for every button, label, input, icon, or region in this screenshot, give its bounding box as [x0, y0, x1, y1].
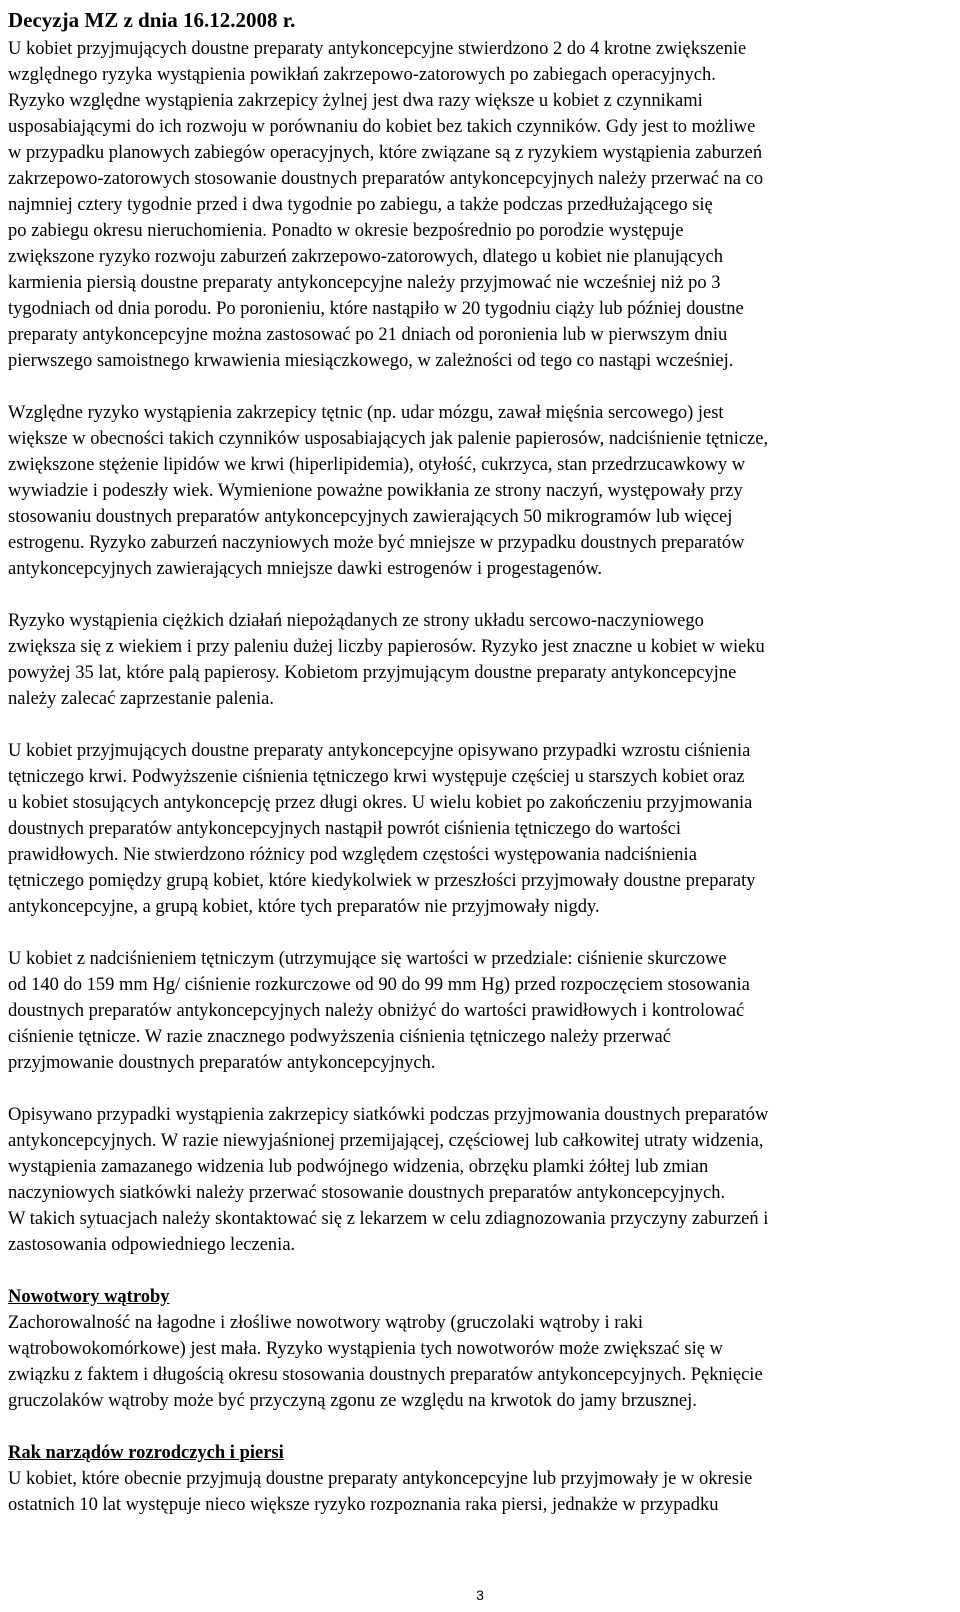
paragraph-spacer: [8, 1076, 952, 1102]
text-line: powyżej 35 lat, które palą papierosy. Kobietom przyjmującym doustne preparaty antykoncepcyjne: [8, 663, 737, 683]
text-line: gruczolaków wątroby może być przyczyną zgonu ze względu na krwotok do jamy brzusznej.: [8, 1391, 697, 1411]
text-line: zwiększone stężenie lipidów we krwi (hiperlipidemia), otyłość, cukrzyca, stan przedrzucawkowy w: [8, 455, 746, 475]
text-line: prawidłowych. Nie stwierdzono różnicy pod względem częstości występowania nadciśnienia: [8, 845, 697, 865]
text-line: U kobiet przyjmujących doustne preparaty antykoncepcyjne opisywano przypadki wzrostu ciśnienia: [8, 741, 751, 761]
text-line: względnego ryzyka wystąpienia powikłań zakrzepowo-zatorowych po zabiegach operacyjnych.: [8, 65, 716, 85]
text-line: w przypadku planowych zabiegów operacyjnych, które związane są z ryzykiem wystąpienia zaburzeń: [8, 143, 763, 163]
text-line: usposabiającymi do ich rozwoju w porównaniu do kobiet bez takich czynników. Gdy jest to możliwe: [8, 117, 756, 137]
paragraph: [8, 608, 952, 712]
text-line: naczyniowych siatkówki należy przerwać stosowanie doustnych preparatów antykoncepcyjnych.: [8, 1183, 726, 1203]
text-line: po zabiegu okresu nieruchomienia. Ponadto w okresie bezpośrednio po porodzie występuje: [8, 221, 684, 241]
document-page: [8, 4, 952, 1518]
text-line: tygodniach od dnia porodu. Po poronieniu, które nastąpiło w 20 tygodniu ciąży lub później doustne: [8, 299, 744, 319]
text-line: karmienia piersią doustne preparaty antykoncepcyjne należy przyjmować nie wcześniej niż po 3: [8, 273, 721, 293]
text-line: stosowaniu doustnych preparatów antykoncepcyjnych zawierających 50 mikrogramów lub więcej: [8, 507, 733, 527]
paragraph-spacer: [8, 712, 952, 738]
text-line: zwiększa się z wiekiem i przy paleniu dużej liczby papierosów. Ryzyko jest znaczne u kobiet w wieku: [8, 637, 765, 657]
text-line: wątrobowokomórkowe) jest mała. Ryzyko wystąpienia tych nowotworów może zwiększać się w: [8, 1339, 723, 1359]
text-line: ciśnienie tętnicze. W razie znacznego podwyższenia ciśnienia tętniczego należy przerwać: [8, 1027, 671, 1047]
text-line: Ryzyko względne wystąpienia zakrzepicy żylnej jest dwa razy większe u kobiet z czynnikami: [8, 91, 703, 111]
text-line: antykoncepcyjnych. W razie niewyjaśnionej przemijającej, częściowej lub całkowitej utraty widzenia,: [8, 1131, 764, 1151]
text-line: W takich sytuacjach należy skontaktować się z lekarzem w celu zdiagnozowania przyczyny zaburzeń i: [8, 1209, 769, 1229]
paragraph: [8, 400, 952, 582]
text-line: estrogenu. Ryzyko zaburzeń naczyniowych może być mniejsze w przypadku doustnych preparatów: [8, 533, 745, 553]
paragraph: [8, 1102, 952, 1258]
text-line: wystąpienia zamazanego widzenia lub podwójnego widzenia, obrzęku plamki żółtej lub zmian: [8, 1157, 709, 1177]
paragraph-spacer: [8, 920, 952, 946]
text-line: u kobiet stosujących antykoncepcję przez długi okres. U wielu kobiet po zakończeniu przyjmowania: [8, 793, 753, 813]
text-line: doustnych preparatów antykoncepcyjnych należy obniżyć do wartości prawidłowych i kontrolować: [8, 1001, 745, 1021]
text-line: Opisywano przypadki wystąpienia zakrzepicy siatkówki podczas przyjmowania doustnych preparatów: [8, 1105, 769, 1125]
paragraph-spacer: [8, 582, 952, 608]
text-line: związku z faktem i długością okresu stosowania doustnych preparatów antykoncepcyjnych. Pęknięcie: [8, 1365, 763, 1385]
text-line: zakrzepowo-zatorowych stosowanie doustnych preparatów antykoncepcyjnych należy przerwać na co: [8, 169, 764, 189]
paragraph: [8, 738, 952, 920]
text-line: antykoncepcyjne, a grupą kobiet, które tych preparatów nie przyjmowały nigdy.: [8, 897, 600, 917]
text-line: doustnych preparatów antykoncepcyjnych nastąpił powrót ciśnienia tętniczego do wartości: [8, 819, 681, 839]
section-heading: Nowotwory wątroby: [8, 1287, 170, 1307]
text-line: preparaty antykoncepcyjne można zastosować po 21 dniach od poronienia lub w pierwszym dniu: [8, 325, 728, 345]
text-line: należy zalecać zaprzestanie palenia.: [8, 689, 275, 709]
text-line: U kobiet z nadciśnieniem tętniczym (utrzymujące się wartości w przedziale: ciśnienie skurczowe: [8, 949, 727, 969]
section-heading: Rak narządów rozrodczych i piersi: [8, 1443, 284, 1463]
text-line: najmniej cztery tygodnie przed i dwa tygodnie po zabiegu, a także podczas przedłużającego się: [8, 195, 713, 215]
section-paragraph: [8, 1310, 952, 1414]
text-line: zwiększone ryzyko rozwoju zaburzeń zakrzepowo-zatorowych, dlatego u kobiet nie planujących: [8, 247, 724, 267]
paragraph: [8, 36, 952, 374]
text-line: przyjmowanie doustnych preparatów antykoncepcyjnych.: [8, 1053, 436, 1073]
text-line: zastosowania odpowiedniego leczenia.: [8, 1235, 296, 1255]
text-line: Względne ryzyko wystąpienia zakrzepicy tętnic (np. udar mózgu, zawał mięśnia sercowego) jest: [8, 403, 724, 423]
text-line: pierwszego samoistnego krwawienia miesiączkowego, w zależności od tego co nastąpi wcześniej.: [8, 351, 734, 371]
text-line: większe w obecności takich czynników usposabiających jak palenie papierosów, nadciśnienie tętnicze,: [8, 429, 769, 449]
document-title: Decyzja MZ z dnia 16.12.2008 r.: [8, 8, 296, 32]
text-line: antykoncepcyjnych zawierających mniejsze dawki estrogenów i progestagenów.: [8, 559, 603, 579]
text-line: tętniczego krwi. Podwyższenie ciśnienia tętniczego krwi występuje częściej u starszych kobiet oraz: [8, 767, 745, 787]
text-line: od 140 do 159 mm Hg/ ciśnienie rozkurczowe od 90 do 99 mm Hg) przed rozpoczęciem stosowania: [8, 975, 750, 995]
text-line: ostatnich 10 lat występuje nieco większe ryzyko rozpoznania raka piersi, jednakże w przypadku: [8, 1495, 719, 1515]
paragraph-spacer: [8, 374, 952, 400]
document-body: [8, 36, 952, 1518]
text-line: tętniczego pomiędzy grupą kobiet, które kiedykolwiek w przeszłości przyjmowały doustne preparaty: [8, 871, 756, 891]
text-line: Zachorowalność na łagodne i złośliwe nowotwory wątroby (gruczolaki wątroby i raki: [8, 1313, 643, 1333]
text-line: wywiadzie i podeszły wiek. Wymienione poważne powikłania ze strony naczyń, występowały przy: [8, 481, 743, 501]
text-line: Ryzyko wystąpienia ciężkich działań niepożądanych ze strony układu sercowo-naczyniowego: [8, 611, 704, 631]
paragraph: [8, 946, 952, 1076]
section-spacer: [8, 1414, 952, 1440]
section-paragraph: [8, 1466, 952, 1518]
section-spacer: [8, 1258, 952, 1284]
text-line: U kobiet przyjmujących doustne preparaty antykoncepcyjne stwierdzono 2 do 4 krotne zwiększenie: [8, 39, 747, 59]
text-line: U kobiet, które obecnie przyjmują doustne preparaty antykoncepcyjne lub przyjmowały je w okresie: [8, 1469, 753, 1489]
page-number: 3: [476, 1587, 484, 1603]
